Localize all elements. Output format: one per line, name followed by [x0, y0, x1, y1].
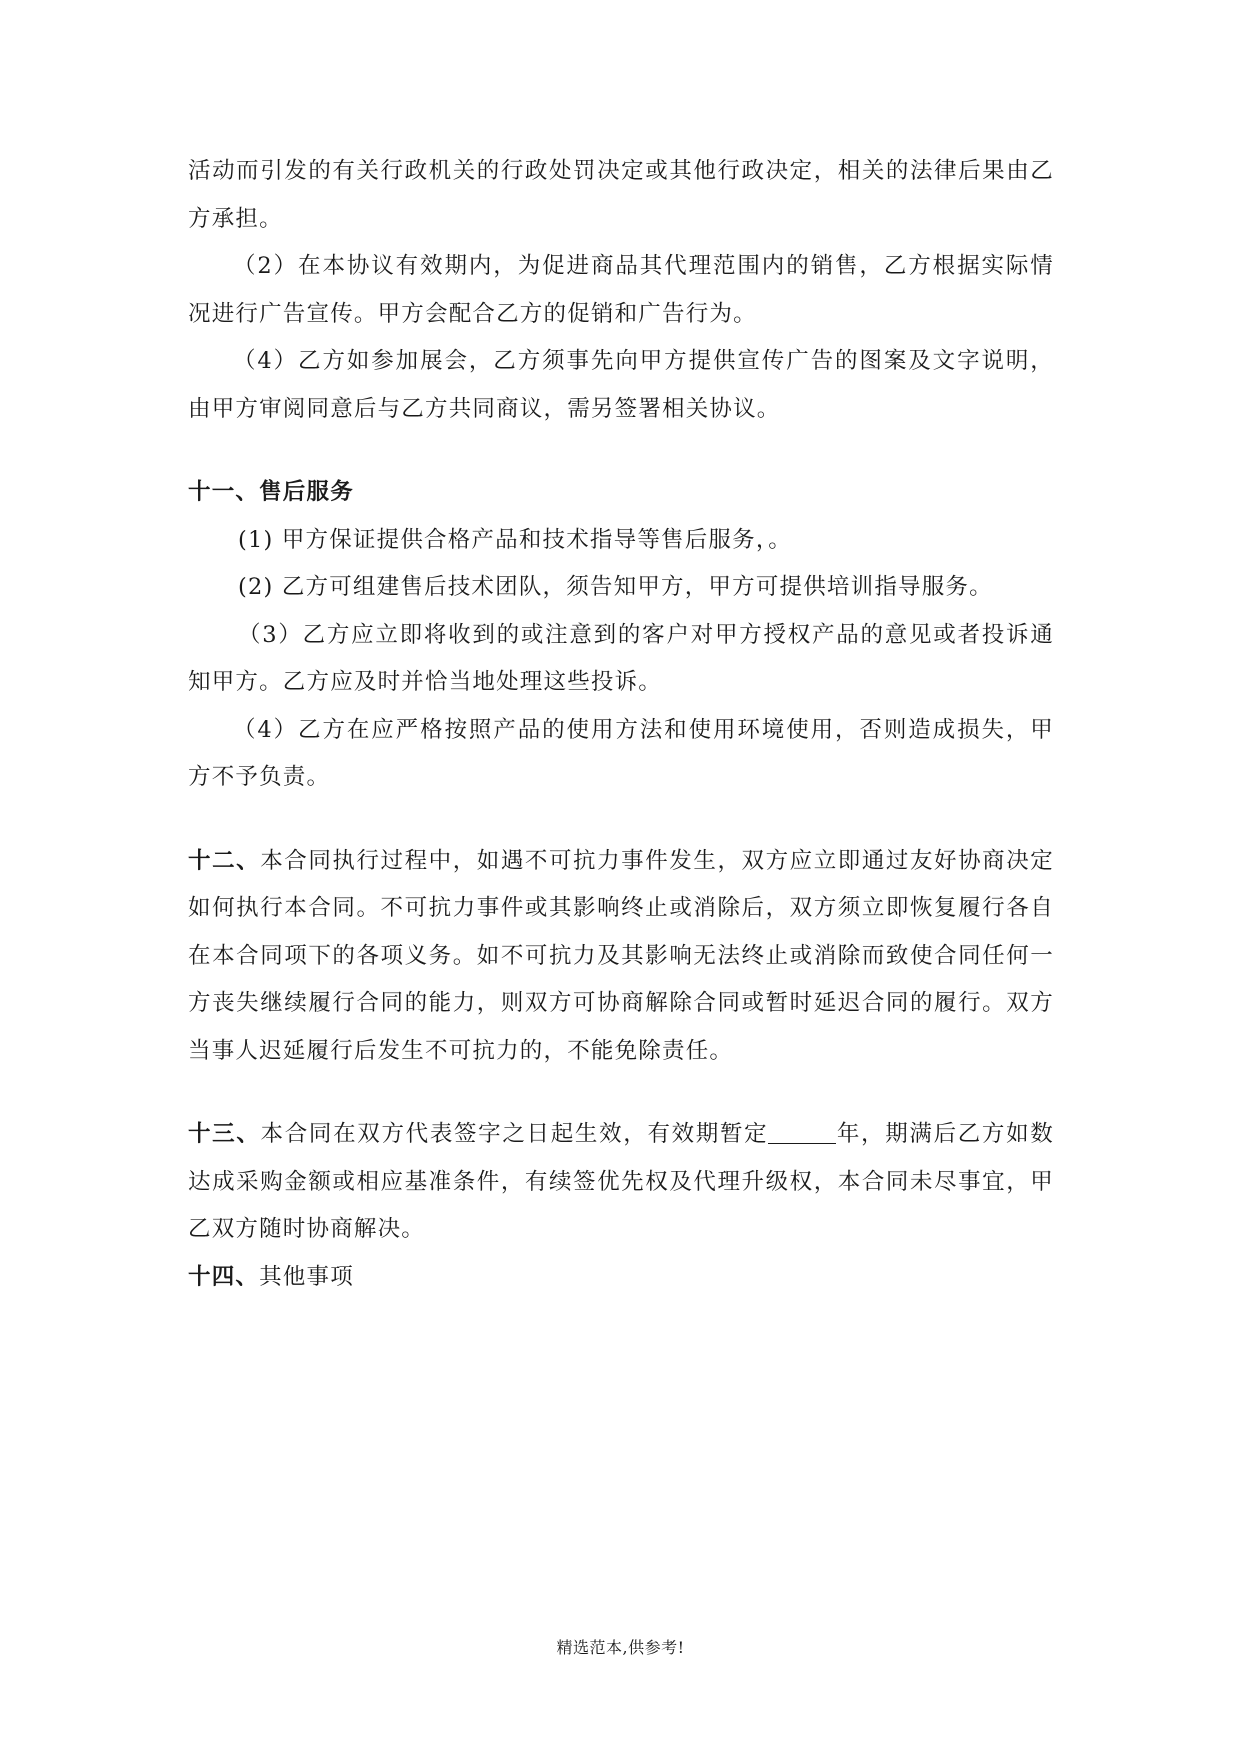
section-11-item-1: (1) 甲方保证提供合格产品和技术指导等售后服务，。: [238, 526, 792, 553]
section-13-text-after: 年，期满后乙方如数达成采购金额或相应基准条件，有续签优先权及代理升级权，本合同未尽事宜，甲乙双方随时协商解决。: [188, 1121, 1054, 1242]
section-12-text: 本合同执行过程中，如遇不可抗力事件发生，双方应立即通过友好协商决定如何执行本合同。不可抗力事件或其影响终止或消除后，双方须立即恢复履行各自在本合同项下的各项义务。如不可抗力及其影响无法终止或消除而致使合同任何一方丧失继续履行合同的能力，则双方可协商解除合同或暂时延迟合同的履行。双方当事人迟延履行后发生不可抗力的，不能免除责任。: [188, 847, 1054, 1064]
section-11-item-2: (2) 乙方可组建售后技术团队，须告知甲方，甲方可提供培训指导服务。: [238, 574, 993, 600]
section-12-number: 十二、: [188, 847, 261, 874]
term-years-blank[interactable]: [768, 1121, 836, 1144]
section-13: [188, 1111, 1054, 1254]
section-13-number: 十三、: [188, 1121, 261, 1147]
page-footer: 精选范本,供参考!: [556, 1638, 685, 1657]
paragraph-clause-2: （2）在本协议有效期内，为促进商品其代理范围内的销售，乙方根据实际情况进行广告宣传。甲方会配合乙方的促销和广告行为。: [188, 253, 1054, 327]
section-11-heading: 十一、售后服务: [188, 479, 354, 505]
section-11-item-3: （3）乙方应立即将收到的或注意到的客户对甲方授权产品的意见或者投诉通知甲方。乙方应及时并恰当地处理这些投诉。: [188, 621, 1054, 695]
section-13-text-before: 本合同在双方代表签字之日起生效，有效期暂定: [260, 1121, 769, 1147]
section-14-text: 其他事项: [259, 1263, 354, 1290]
section-14-number: 十四、: [188, 1263, 260, 1290]
section-11-item-4: （4）乙方在应严格按照产品的使用方法和使用环境使用，否则造成损失，甲方不予负责。: [188, 716, 1054, 790]
section-12: [188, 838, 1054, 1076]
paragraph-clause-4: （4）乙方如参加展会，乙方须事先向甲方提供宣传广告的图案及文字说明，由甲方审阅同意后与乙方共同商议，需另签署相关协议。: [188, 348, 1054, 422]
section-14: [188, 1254, 1054, 1302]
document-body: [188, 148, 1054, 1301]
paragraph-continuation: 活动而引发的有关行政机关的行政处罚决定或其他行政决定，相关的法律后果由乙方承担。: [188, 158, 1054, 232]
